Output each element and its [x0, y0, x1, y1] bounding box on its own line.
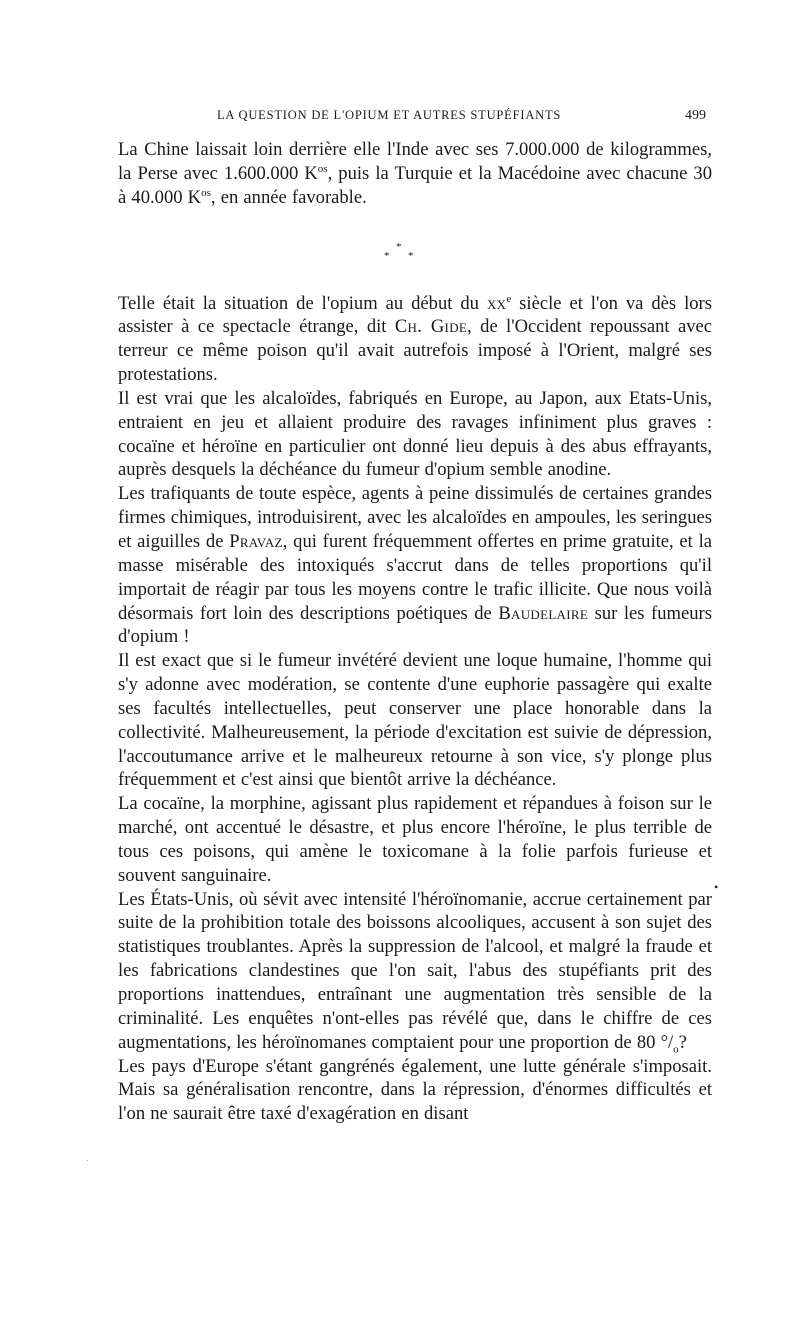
p7-text-b: ?	[678, 1031, 687, 1053]
name-pravaz: Pravaz	[229, 530, 283, 552]
book-page	[118, 108, 712, 1126]
paragraph-4	[118, 482, 712, 649]
p7-text-a: Les États-Unis, où sévit avec intensité l'héroïnomanie, accrue certainement par suite de la prohibition totale des boissons alcooliques, accusent à son sujet des statistiques troublantes. Après la suppression de l'alcool, et malgré la fraude et les fabrications clandestines que l'on sait, l'abus des stupéfiants prit des proportions inattendues, entraînant une augmentation très sensible de la criminalité. Les enquêtes n'ont-elles pas révélé que, dans le chiffre de ces augmentations, les héroïnomanes comptaient pour une proportion de 80	[118, 888, 712, 1053]
p4-text-b: , qui furent fréquemment offertes en prime gratuite, et la masse misérable des intoxiqués s'accrut dans de telles proportions qu'il importait de réagir par tous les moyens contre le trafic illicite. Que nous voilà désormais fort loin des descriptions poétiques de	[118, 530, 712, 624]
paragraph-6: La cocaïne, la morphine, agissant plus rapidement et répandues à foison sur le marché, ont accentué le désastre, et plus encore l'héroïne, le plus terrible de tous ces poisons, qui amène le toxicomane à la folie parfois furieuse et souvent sanguinaire.	[118, 793, 712, 886]
p1-sup-1: os	[317, 162, 328, 175]
per-mille-sub: o	[673, 1043, 679, 1056]
asterism-star-top: *	[396, 240, 402, 253]
name-baudelaire: Baudelaire	[498, 602, 589, 624]
author-gide: Ch. Gide	[394, 316, 468, 338]
paragraph-7	[118, 888, 712, 1055]
p2-text-a: Telle était la situation de l'opium au début du	[118, 292, 487, 314]
running-title: LA QUESTION DE L'OPIUM ET AUTRES STUPÉFIANTS	[217, 108, 562, 122]
asterism-star-right: *	[408, 249, 414, 262]
p4-text-a: Les trafiquants de toute espèce, agents à peine dissimulés de certaines grandes firmes chimiques, introduisirent, avec les alcaloïdes en ampoules, les seringues et aiguilles de	[118, 483, 712, 552]
p1-sup-2: os	[201, 186, 211, 199]
century-numeral: xx	[486, 292, 507, 314]
paragraph-2	[118, 292, 712, 387]
p2-text-c: , de l'Occident repoussant avec terreur ce même poison qu'il avait autrefois imposé à l'Orient, malgré ses protestations.	[118, 316, 712, 386]
per-mille-sign: °/	[660, 1031, 674, 1053]
asterism-star-left: *	[384, 249, 390, 262]
paragraph-8: Les pays d'Europe s'étant gangrénés également, une lutte générale s'imposait. Mais sa généralisation rencontre, dans la répression, d'énormes difficultés et l'on ne saurait être taxé d'exagération en disant	[118, 1055, 712, 1125]
body-text	[118, 138, 712, 1126]
running-head	[118, 108, 712, 138]
p1-middle: , puis la Turquie et la Macédoine avec chacune 30 à 40.000 K	[118, 162, 712, 208]
margin-mark-left: ·	[86, 1156, 90, 1167]
paragraph-1	[118, 138, 712, 210]
p2-text-b: siècle et l'on va dès lors assister à ce spectacle étrange, dit	[118, 292, 712, 338]
century-sup: e	[506, 292, 512, 305]
p4-text-c: sur les fumeurs d'opium !	[118, 602, 712, 648]
p1-before: La Chine laissait loin derrière elle l'Inde avec ses 7.000.000 de kilogrammes, la Perse avec 1.600.000 K	[118, 139, 712, 184]
paragraph-3: Il est vrai que les alcaloïdes, fabriqués en Europe, au Japon, aux Etats-Unis, entraient en jeu et allaient produire des ravages infiniment plus graves : cocaïne et héroïne en particulier ont donné lieu depuis à des abus effrayants, auprès desquels la déchéance du fumeur d'opium semble anodine.	[118, 387, 712, 481]
asterism	[118, 210, 712, 292]
page-number: 499	[685, 108, 706, 123]
paragraph-5: Il est exact que si le fumeur invétéré devient une loque humaine, l'homme qui s'y adonne avec modération, se contente d'une euphorie passagère qui exalte ses facultés intellectuelles, peut conserver une place honorable dans la collectivité. Malheureusement, la période d'excitation est suivie de dépression, l'accoutumance arrive et le malheureux retourne à son vice, s'y plonge plus fréquemment et c'est ainsi que bientôt arrive la déchéance.	[118, 650, 712, 791]
margin-mark-right: •	[714, 880, 719, 894]
p1-after: , en année favorable.	[210, 186, 367, 208]
